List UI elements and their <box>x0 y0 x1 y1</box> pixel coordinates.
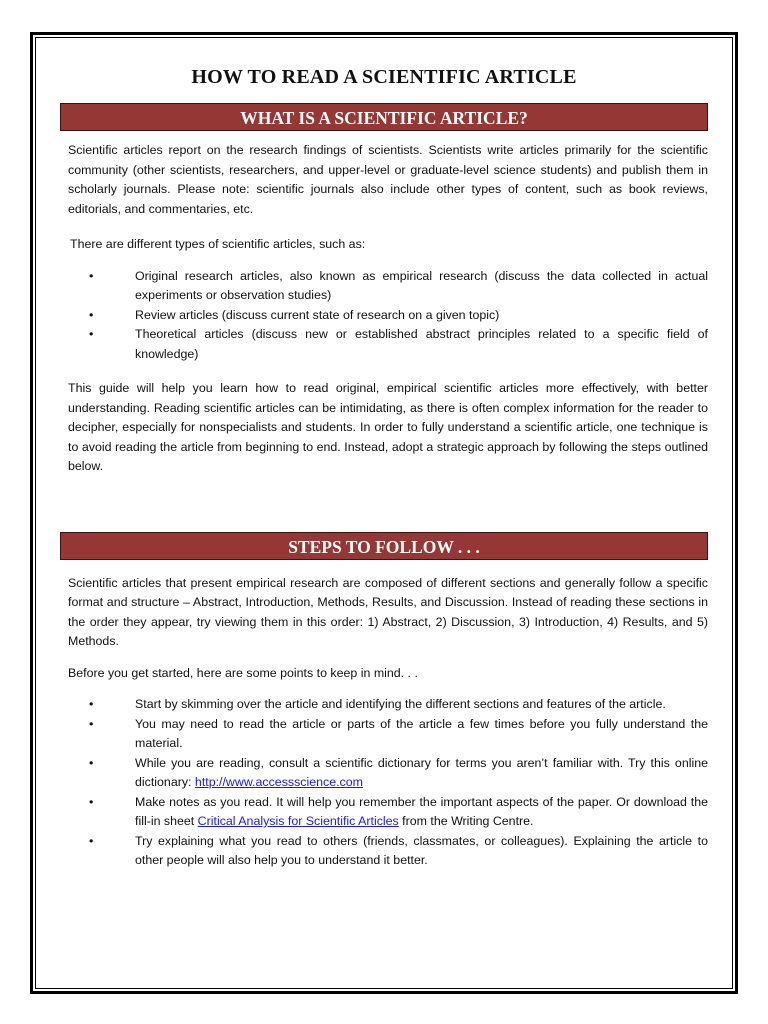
list-item <box>60 306 708 326</box>
list-item-text-tail: from the Writing Centre. <box>398 814 534 828</box>
points-lead-paragraph: Before you get started, here are some points to keep in mind. . . <box>68 665 418 680</box>
list-item-text: You may need to read the article or parts of the article a few times before you fully understand the material. <box>135 716 708 750</box>
bullet-icon: • <box>89 307 94 322</box>
list-item <box>60 832 708 871</box>
list-item <box>60 715 708 754</box>
list-item-text: Start by skimming over the article and identifying the different sections and features of the article. <box>135 697 666 711</box>
intro-paragraph: Scientific articles report on the research findings of scientists. Scientists write articles primarily for the scientific community (other scientists, researchers, and upper-level or graduate-level science students) and publish them in scholarly journals. Please note: scientific journals also include other types of content, such as book reviews, editorials, and commentaries, etc. <box>68 143 708 216</box>
steps-intro-paragraph: Scientific articles that present empirical research are composed of different sections and generally follow a specific format and structure – Abstract, Introduction, Methods, Results, and Discussion. Instead of reading these sections in the order they appear, try viewing them in this order: 1) Abstract, 2) Discussion, 3) Introduction, 4) Results, and 5) Methods. <box>68 575 708 648</box>
guide-paragraph: This guide will help you learn how to read original, empirical scientific articles more effectively, with better understanding. Reading scientific articles can be intimidating, as there is often complex information for the reader to decipher, especially for nonspecialists and students. In order to fully understand a scientific article, one technique is to avoid reading the article from beginning to end. Instead, adopt a strategic approach by following the steps outlined below. <box>68 381 708 473</box>
page-title: HOW TO READ A SCIENTIFIC ARTICLE <box>191 66 577 88</box>
article-types-list <box>60 267 708 365</box>
list-item-text: Original research articles, also known as empirical research (discuss the data collected in actual experiments or observation studies) <box>135 268 708 302</box>
section-heading-steps: STEPS TO FOLLOW . . . <box>60 532 708 560</box>
list-item <box>60 754 708 793</box>
tips-list <box>60 695 708 871</box>
list-item-text: While you are reading, consult a scientific dictionary for terms you aren’t familiar with. Try this online dictionary: <box>135 755 708 789</box>
list-item-text: Make notes as you read. It will help you remember the important aspects of the paper. Or download the fill-in sheet <box>135 794 708 828</box>
bullet-icon: • <box>89 327 94 341</box>
bullet-icon: • <box>89 794 94 809</box>
bullet-icon: • <box>89 755 94 770</box>
list-item <box>60 325 708 364</box>
section-heading-what-is: WHAT IS A SCIENTIFIC ARTICLE? <box>60 103 708 131</box>
bullet-icon: • <box>89 697 94 711</box>
accessscience-link[interactable]: http://www.accessscience.com <box>194 775 363 789</box>
document-body <box>60 60 708 871</box>
list-item-text: Theoretical articles (discuss new or established abstract principles related to a specific field of knowledge) <box>135 327 708 361</box>
bullet-icon: • <box>89 833 94 848</box>
list-item-text: Try explaining what you read to others (friends, classmates, or colleagues). Explaining the article to other people will also help you to understand it better. <box>135 833 708 867</box>
list-item-text: Review articles (discuss current state of research on a given topic) <box>135 307 500 322</box>
critical-analysis-link[interactable]: Critical Analysis for Scientific Articles <box>197 814 399 828</box>
types-lead-paragraph: There are different types of scientific articles, such as: <box>70 237 366 251</box>
list-item <box>60 695 708 715</box>
list-item <box>60 793 708 832</box>
bullet-icon: • <box>89 716 94 731</box>
list-item <box>60 267 708 306</box>
bullet-icon: • <box>89 268 94 283</box>
